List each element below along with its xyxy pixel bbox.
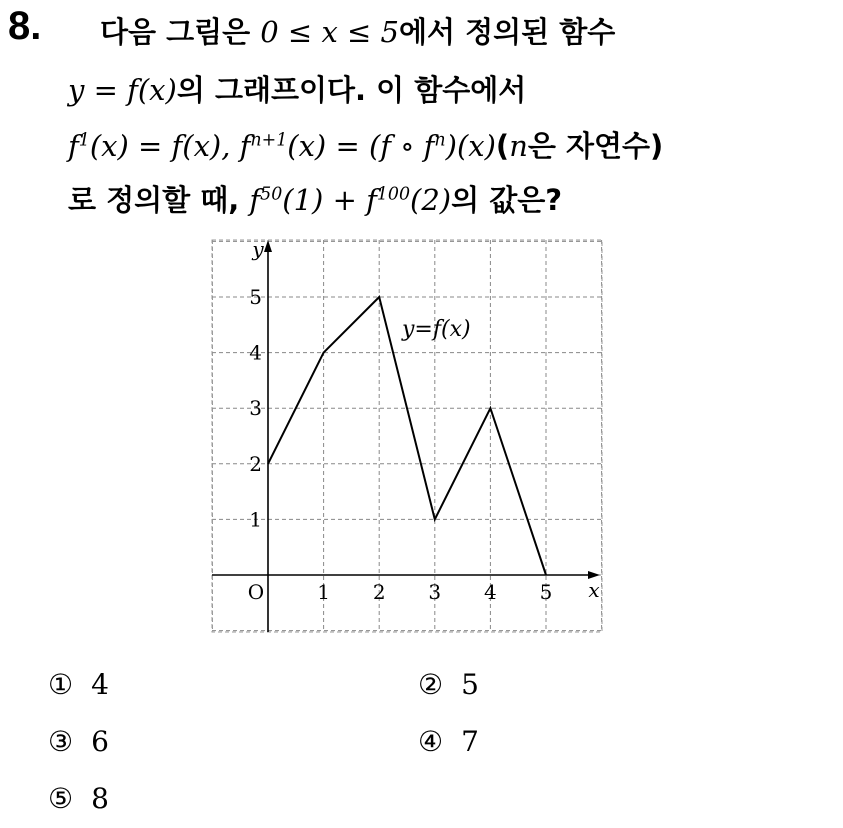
def-f1: $f^1(x) = f(x)$, $f^{n+1}(x) = (f$ ∘ $f^n)(x)$ <box>68 129 496 163</box>
graph-axes <box>212 240 600 632</box>
y-tick-label: 5 <box>249 285 262 309</box>
paren-open: ( <box>495 129 510 163</box>
choice-number: ④ <box>418 725 444 758</box>
y-axis-label: y <box>252 237 264 261</box>
y-tick-label: 3 <box>249 396 262 421</box>
choice-3[interactable] <box>48 725 109 758</box>
choice-number: ③ <box>48 725 74 758</box>
choice-5[interactable] <box>48 782 109 815</box>
choice-value: 4 <box>91 668 109 701</box>
origin-label: O <box>247 580 265 604</box>
choice-2[interactable] <box>418 668 479 701</box>
x-tick-label: 4 <box>484 580 497 604</box>
curve-label: y=f(x) <box>402 317 471 342</box>
target-expression: $f^{50}(1) + f^{100}(2)$ <box>249 183 452 217</box>
n-variable: n <box>509 129 528 163</box>
choice-value: 6 <box>91 725 109 758</box>
graph-grid <box>212 240 602 632</box>
y-tick-label: 4 <box>249 340 262 365</box>
choice-value: 7 <box>461 725 479 758</box>
graph-labels <box>248 237 600 604</box>
x-tick-label: 5 <box>539 580 553 604</box>
function-expression: y = f(x) <box>68 73 177 107</box>
line2-text: 의 그래프이다. 이 함수에서 <box>176 73 527 107</box>
x-tick-label: 3 <box>428 580 442 604</box>
x-tick-label: 2 <box>372 580 386 604</box>
x-axis-label: x <box>588 578 600 602</box>
choice-4[interactable] <box>418 725 479 758</box>
line4-text: 로 정의할 때, <box>68 183 250 217</box>
y-tick-label: 1 <box>249 507 262 532</box>
choice-number: ② <box>418 668 444 701</box>
grid-border <box>212 240 602 632</box>
line1-text: 다음 그림은 <box>100 15 261 49</box>
choice-value: 5 <box>461 668 479 701</box>
choice-number: ① <box>48 668 74 701</box>
choice-1[interactable] <box>48 668 109 701</box>
domain-expression: 0 ≤ x ≤ 5 <box>260 15 399 49</box>
choice-number: ⑤ <box>48 782 74 815</box>
y-tick-label: 2 <box>249 451 262 476</box>
question-number: 8. <box>8 4 42 48</box>
line4-text2: 의 값은? <box>451 183 563 217</box>
choice-value: 8 <box>91 782 109 815</box>
x-tick-label: 1 <box>317 580 330 604</box>
line1-text2: 에서 정의된 함수 <box>399 15 616 49</box>
line3-text: 은 자연수) <box>527 129 664 163</box>
